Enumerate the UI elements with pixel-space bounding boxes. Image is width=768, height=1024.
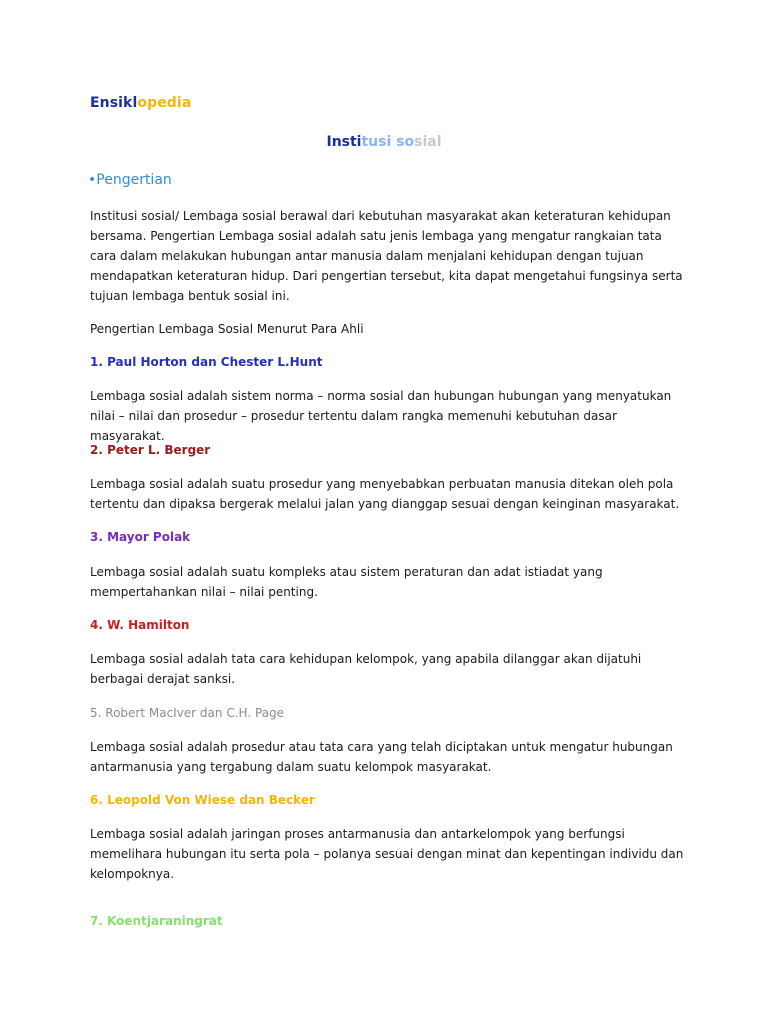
section-heading: •Pengertian — [88, 172, 172, 188]
expert-text-3: Lembaga sosial adalah suatu kompleks atau sistem peraturan dan adat istiadat yang mempertahankan nilai – nilai penting. — [90, 565, 603, 599]
intro-paragraph: Institusi sosial/ Lembaga sosial berawal dari kebutuhan masyarakat akan keteraturan kehidupan bersama. Pengertian Lembaga sosial adalah satu jenis lembaga yang mengatur rangkaian tata cara dalam melakukan hubungan antar manusia dalam menjalani kehidupan dengan tujuan mendapatkan keteraturan hidup. Dari pengertian tersebut, kita dapat mengetahui fungsinya serta tujuan lembaga bentuk sosial ini. — [90, 209, 683, 303]
document-title-part2: tusi so — [361, 134, 415, 150]
expert-heading-7: 7. Koentjaraningrat — [90, 914, 223, 928]
brand-title-part1: Ensikl — [90, 95, 138, 111]
document-title-part3: sial — [414, 134, 442, 150]
experts-subheading: Pengertian Lembaga Sosial Menurut Para Ahli — [90, 322, 364, 336]
brand-title — [90, 95, 191, 111]
expert-heading-3: 3. Mayor Polak — [90, 530, 191, 544]
expert-heading-6: 6. Leopold Von Wiese dan Becker — [90, 793, 315, 807]
document-title-part1: Insti — [326, 134, 362, 150]
expert-text-4: Lembaga sosial adalah tata cara kehidupan kelompok, yang apabila dilanggar akan dijatuhi berbagai derajat sanksi. — [90, 652, 642, 686]
expert-text-6: Lembaga sosial adalah jaringan proses antarmanusia dan antarkelompok yang berfungsi memelihara hubungan itu serta pola – polanya sesuai dengan minat dan kepentingan individu dan kelompoknya. — [90, 827, 684, 881]
expert-heading-4: 4. W. Hamilton — [90, 618, 190, 632]
brand-title-part2: opedia — [137, 95, 192, 111]
document-title — [0, 134, 768, 150]
expert-text-5: Lembaga sosial adalah prosedur atau tata cara yang telah diciptakan untuk mengatur hubungan antarmanusia yang tergabung dalam suatu kelompok masyarakat. — [90, 740, 673, 774]
expert-heading-2: 2. Peter L. Berger — [90, 443, 211, 457]
expert-text-1: Lembaga sosial adalah sistem norma – norma sosial dan hubungan hubungan yang menyatukan nilai – nilai dan prosedur – prosedur tertentu dalam rangka memenuhi kebutuhan dasar masyarakat. — [90, 389, 672, 443]
expert-heading-1: 1. Paul Horton dan Chester L.Hunt — [90, 355, 323, 369]
expert-heading-5: 5. Robert MacIver dan C.H. Page — [90, 706, 285, 720]
expert-text-2: Lembaga sosial adalah suatu prosedur yang menyebabkan perbuatan manusia ditekan oleh pola tertentu dan dipaksa bergerak melalui jalan yang dianggap sesuai dengan keinginan masyarakat. — [90, 477, 680, 511]
